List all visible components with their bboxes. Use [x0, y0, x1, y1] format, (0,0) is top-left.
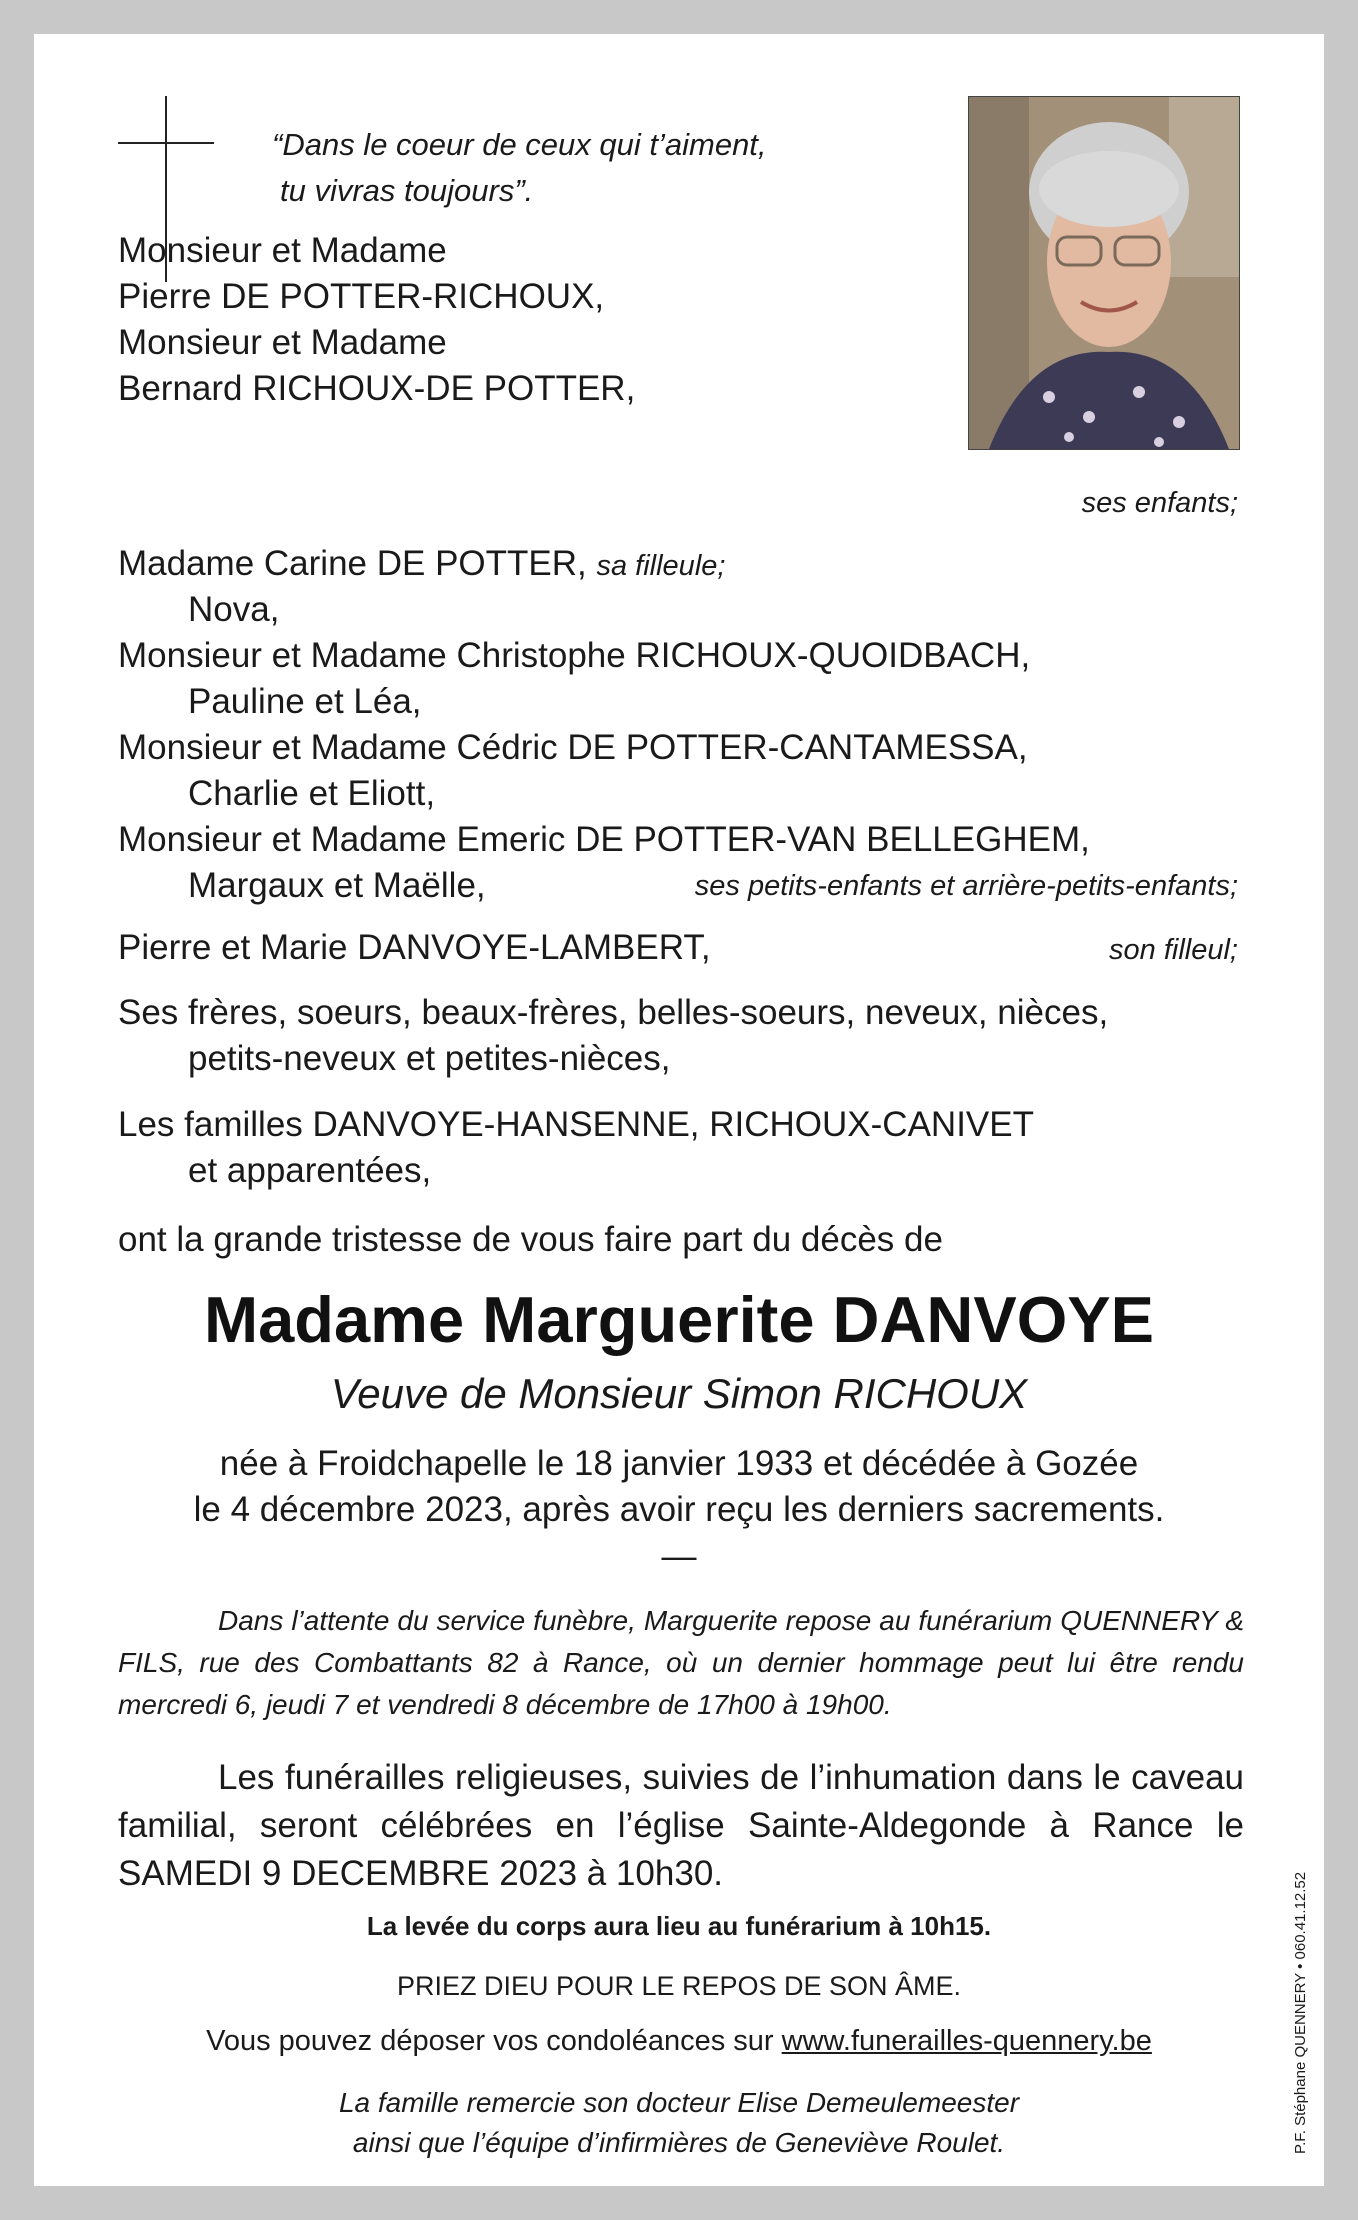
children-role: ses enfants; [1081, 487, 1238, 519]
goddaughter-role: sa filleule; [596, 550, 726, 582]
announcement: ont la grande tristesse de vous faire part du décès de [118, 1220, 943, 1259]
condolences-link[interactable]: www.funerailles-quennery.be [781, 2025, 1152, 2057]
siblings-line: Ses frères, soeurs, beaux-frères, belles-soeurs, neveux, nièces, [118, 993, 1109, 1032]
grandchildren-block [118, 587, 1090, 909]
goddaughter-name: Madame Carine DE POTTER, [118, 544, 587, 583]
grandchildren-line: Charlie et Eliott, [188, 774, 436, 813]
quote [272, 122, 767, 214]
siblings-line: petits-neveux et petites-nièces, [188, 1039, 671, 1078]
siblings-block [118, 990, 1108, 1082]
grandchildren-line: Pauline et Léa, [188, 682, 422, 721]
visitation-paragraph: Dans l’attente du service funèbre, Marguerite repose au funérarium QUENNERY & FILS, rue des Combattants 82 à Rance, où un dernier hommage peut lui être rendu mercredi 6, jeudi 7 et vendredi 8 décembre de 17h00 à 19h00. [118, 1605, 1244, 1720]
grandchildren-line: Margaux et Maëlle, [188, 866, 486, 905]
prayer-line: PRIEZ DIEU POUR LE REPOS DE SON ÂME. [396, 1971, 962, 2001]
portrait-photo [968, 96, 1240, 450]
grandchildren-line: Nova, [188, 590, 280, 629]
quote-line-2: tu vivras toujours”. [280, 173, 534, 208]
funeral-home-credit: P.F. Stéphane QUENNERY • 060.41.12.52 [1292, 1871, 1309, 2154]
children-block [118, 228, 635, 412]
goddaughter-line [118, 541, 725, 589]
thanks-line-2: ainsi que l’équipe d’infirmières de Geneviève Roulet. [352, 2127, 1006, 2158]
grandchildren-line: Monsieur et Madame Christophe RICHOUX-QUOIDBACH, [118, 636, 1031, 675]
families-line: et apparentées, [188, 1151, 432, 1190]
condolences-line [34, 2020, 1324, 2062]
grandchildren-line: Monsieur et Madame Cédric DE POTTER-CANTAMESSA, [118, 728, 1028, 767]
thanks-line-1: La famille remercie son docteur Elise Demeulemeester [338, 2087, 1020, 2118]
dates-line-1: née à Froidchapelle le 18 janvier 1933 et décédée à Gozée [219, 1444, 1139, 1483]
grandchildren-role: ses petits-enfants et arrière-petits-enfants; [694, 870, 1238, 902]
godson-role: son filleul; [1109, 934, 1238, 966]
children-line: Bernard RICHOUX-DE POTTER, [118, 369, 636, 408]
godson-name: Pierre et Marie DANVOYE-LAMBERT, [118, 928, 711, 967]
families-block [118, 1102, 1034, 1194]
children-line: Monsieur et Madame [118, 231, 447, 270]
obituary-card [34, 34, 1324, 2186]
funeral-paragraph: Les funérailles religieuses, suivies de l’inhumation dans le caveau familial, seront célébrées en l’église Sainte-Aldegonde à Rance le SAMEDI 9 DECEMBRE 2023 à 10h30. [118, 1758, 1244, 1893]
separator: — [661, 1537, 697, 1576]
families-line: Les familles DANVOYE-HANSENNE, RICHOUX-CANIVET [118, 1105, 1034, 1144]
widow-line: Veuve de Monsieur Simon RICHOUX [330, 1370, 1028, 1417]
children-line: Pierre DE POTTER-RICHOUX, [118, 277, 605, 316]
levee-line: La levée du corps aura lieu au funérarium à 10h15. [366, 1911, 992, 1941]
dates-line-2: le 4 décembre 2023, après avoir reçu les derniers sacrements. [193, 1490, 1165, 1529]
deceased-name: Madame Marguerite DANVOYE [204, 1283, 1154, 1356]
quote-line-1: “Dans le coeur de ceux qui t’aiment, [272, 127, 767, 162]
condolences-text: Vous pouvez déposer vos condoléances sur [206, 2025, 782, 2057]
children-line: Monsieur et Madame [118, 323, 447, 362]
grandchildren-line: Monsieur et Madame Emeric DE POTTER-VAN BELLEGHEM, [118, 820, 1090, 859]
